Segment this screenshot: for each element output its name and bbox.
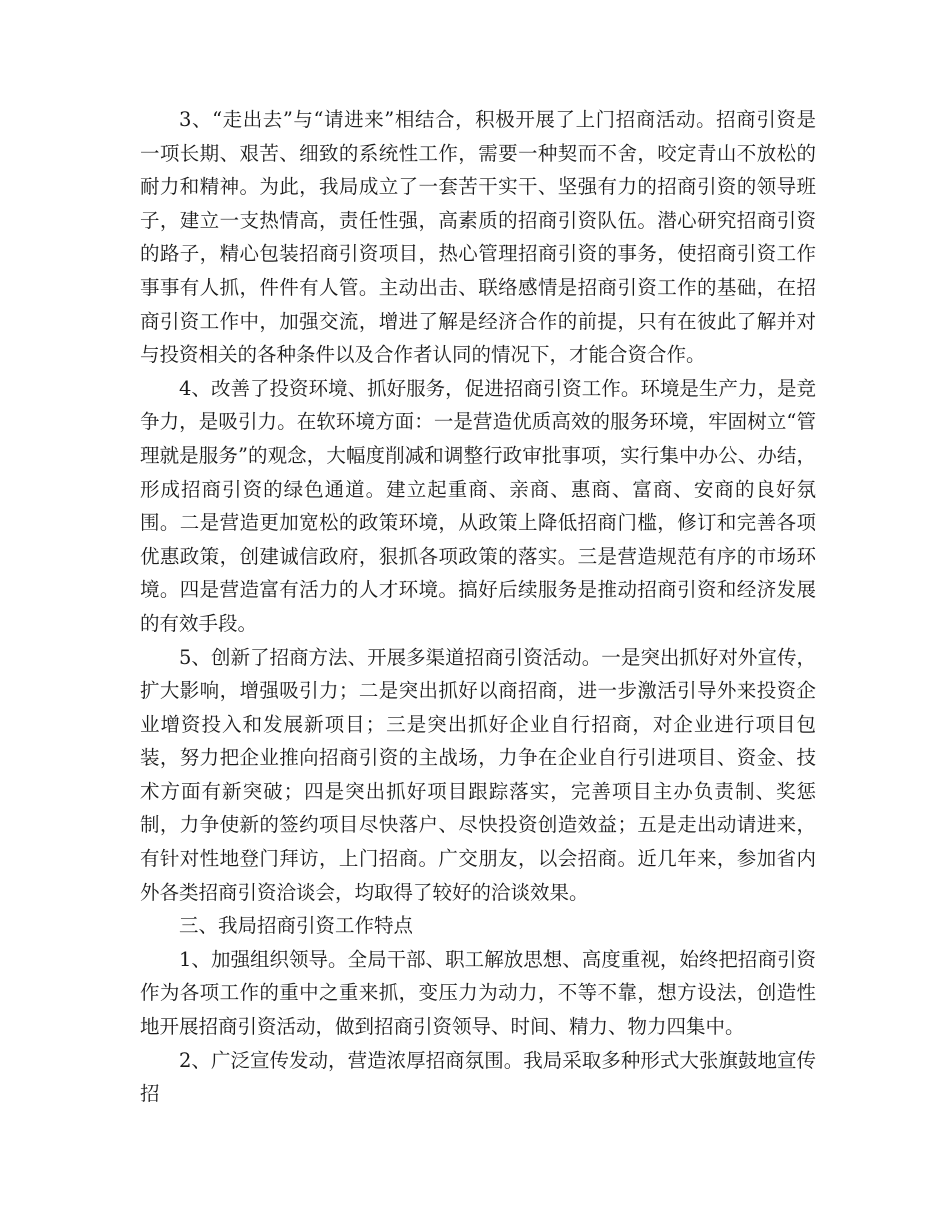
paragraph-feature-2: 2、广泛宣传发动，营造浓厚招商氛围。我局采取多种形式大张旗鼓地宣传招	[140, 1048, 816, 1106]
paragraph-item-3: 3、“走出去”与“请进来”相结合，积极开展了上门招商活动。招商引资是一项长期、艰苦、细致的系统性工作，需要一种契而不舍，咬定青山不放松的耐力和精神。为此，我局成立了一套苦干实干、坚强有力的招商引资的领导班子，建立一支热情高，责任性强，高素质的招商引资队伍。潜心研究招商引资的路子，精心包装招商引资项目，热心管理招商引资的事务，使招商引资工作事事有人抓，件件有人管。主动出击、联络感情是招商引资工作的基础，在招商引资工作中，加强交流，增进了解是经济合作的前提，只有在彼此了解并对与投资相关的各种条件以及合作者认同的情况下，才能合资合作。	[140, 108, 816, 367]
paragraph-feature-1: 1、加强组织领导。全局干部、职工解放思想、高度重视，始终把招商引资作为各项工作的重中之重来抓，变压力为动力，不等不靠，想方设法，创造性地开展招商引资活动，做到招商引资领导、时间、精力、物力四集中。	[140, 947, 816, 1039]
paragraph-item-4: 4、改善了投资环境、抓好服务，促进招商引资工作。环境是生产力，是竞争力，是吸引力。在软环境方面：一是营造优质高效的服务环境，牢固树立“管理就是服务”的观念，大幅度削减和调整行政审批事项，实行集中办公、办结，形成招商引资的绿色通道。建立起重商、亲商、惠商、富商、安商的良好氛围。二是营造更加宽松的政策环境，从政策上降低招商门槛，修订和完善各项优惠政策，创建诚信政府，狠抓各项政策的落实。三是营造规范有序的市场环境。四是营造富有活力的人才环境。搞好后续服务是推动招商引资和经济发展的有效手段。	[140, 376, 816, 635]
section-heading: 三、我局招商引资工作特点	[179, 914, 414, 938]
document-body	[140, 103, 816, 1111]
paragraph-item-5: 5、创新了招商方法、开展多渠道招商引资活动。一是突出抓好对外宣传，扩大影响，增强吸引力；二是突出抓好以商招商，进一步激活引导外来投资企业增资投入和发展新项目；三是突出抓好企业自行招商，对企业进行项目包装，努力把企业推向招商引资的主战场，力争在企业自行引进项目、资金、技术方面有新突破；四是突出抓好项目跟踪落实，完善项目主办负责制、奖惩制，力争使新的签约项目尽快落户、尽快投资创造效益；五是走出动请进来，有针对性地登门拜访，上门招商。广交朋友，以会招商。近几年来，参加省内外各类招商引资洽谈会，均取得了较好的洽谈效果。	[140, 645, 816, 904]
